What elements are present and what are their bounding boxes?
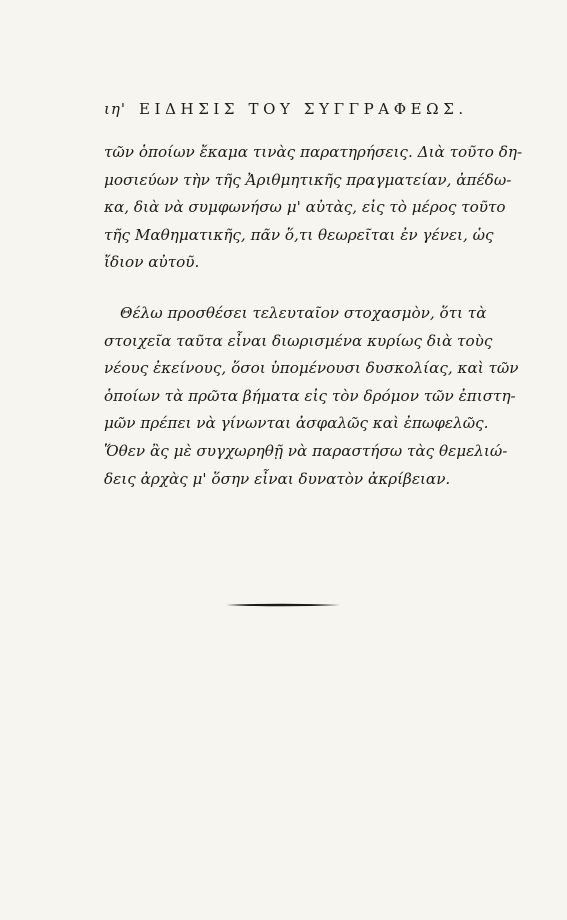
text-line: νέους ἐκείνους, ὅσοι ὑπομένουσι δυσκολίας, καὶ τῶν	[104, 359, 519, 378]
text-line: ὁποίων τὰ πρῶτα βήματα εἰς τὸν δρόμον τῶν ἐπιστη-	[104, 386, 516, 405]
running-head: ΕΙΔΗΣΙΣ ΤΟΥ ΣΥΓΓΡΑΦΕΩΣ.	[139, 100, 468, 118]
text-line: μοσιεύων τὴν τῆς Ἀριθμητικῆς πραγματείαν, ἀπέδω-	[104, 170, 512, 189]
text-line: Θέλω προσθέσει τελευταῖον στοχασμὸν, ὅτι τὰ	[120, 304, 487, 322]
text-line: στοιχεῖα ταῦτα εἶναι διωρισμένα κυρίως διὰ τοὺς	[104, 331, 493, 350]
page-header	[104, 100, 484, 124]
tapered-rule-ornament-icon	[226, 602, 340, 608]
text-line: τῆς Μαθηματικῆς, πᾶν ὅ,τι θεωρεῖται ἐν γένει, ὡς	[104, 225, 494, 244]
text-line: Ὅθεν ἂς μὲ συγχωρηθῇ νὰ παραστήσω τὰς θεμελιώ-	[104, 441, 508, 460]
page-number: ιη'	[104, 100, 126, 118]
text-line: δεις ἀρχὰς μ' ὅσην εἶναι δυνατὸν ἀκρίβειαν.	[104, 469, 451, 488]
paragraph-1	[104, 139, 523, 277]
paragraph-2	[104, 300, 519, 493]
text-line: τῶν ὁποίων ἔκαμα τινὰς παρατηρήσεις. Διὰ τοῦτο δη-	[104, 143, 523, 161]
text-line: μῶν πρέπει νὰ γίνωνται ἀσφαλῶς καὶ ἐπωφελῶς.	[104, 414, 489, 433]
text-line: ἴδιον αὐτοῦ.	[104, 253, 200, 272]
text-line: κα, διὰ νὰ συμφωνήσω μ' αὐτὰς, εἰς τὸ μέρος τοῦτο	[104, 198, 506, 217]
